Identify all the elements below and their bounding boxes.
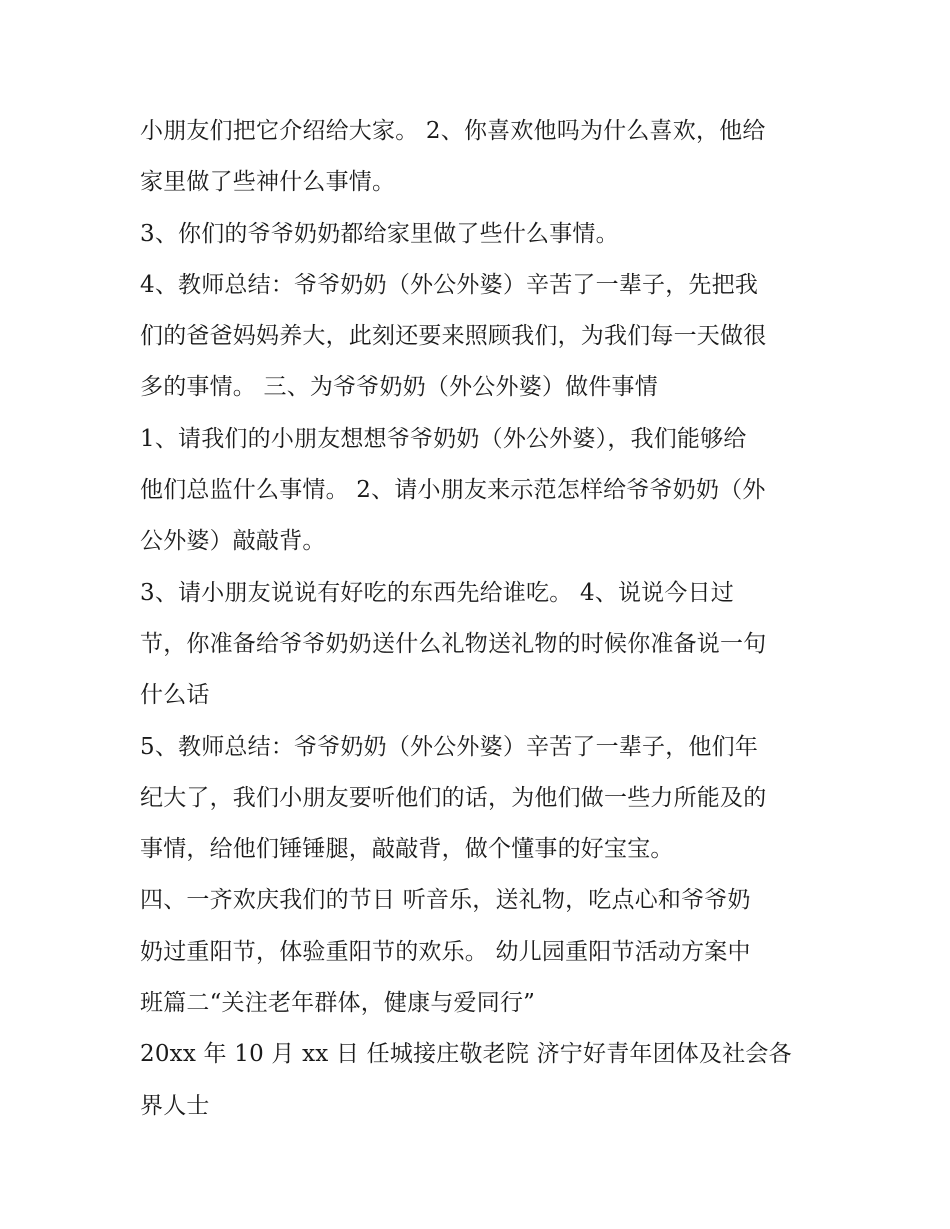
text-line: 3、请小朋友说说有好吃的东西先给谁吃。 4、说说今日过 <box>140 579 734 606</box>
text-line: 他们总监什么事情。 2、请小朋友来示范怎样给爷爷奶奶（外 <box>140 477 766 504</box>
text-line: 20xx 年 10 月 xx 日 任城接庄敬老院 济宁好青年团体及社会各 <box>140 1041 792 1068</box>
text-line: 家里做了些神什么事情。 <box>140 169 396 196</box>
text-line: 班篇二“关注老年群体，健康与爱同行” <box>140 990 536 1017</box>
text-line: 4、教师总结：爷爷奶奶（外公外婆）辛苦了一辈子，先把我 <box>140 271 759 298</box>
text-line: 奶过重阳节，体验重阳节的欢乐。 幼儿园重阳节活动方案中 <box>140 938 751 965</box>
text-line: 多的事情。 三、为爷爷奶奶（外公外婆）做件事情 <box>140 374 658 401</box>
text-line: 节，你准备给爷爷奶奶送什么礼物送礼物的时候你准备说一句 <box>140 630 767 657</box>
document-body <box>140 106 820 1132</box>
text-line: 什么话 <box>140 682 210 709</box>
text-line: 小朋友们把它介绍给大家。 2、你喜欢他吗为什么喜欢，他给 <box>140 118 766 144</box>
text-line: 3、你们的爷爷奶奶都给家里做了些什么事情。 <box>140 220 619 247</box>
text-line: 四、一齐欢庆我们的节日 听音乐，送礼物，吃点心和爷爷奶 <box>140 887 751 914</box>
text-line: 纪大了，我们小朋友要听他们的话，为他们做一些力所能及的 <box>140 784 767 811</box>
text-line: 公外婆）敲敲背。 <box>140 528 326 555</box>
text-line: 界人士 <box>140 1092 210 1119</box>
text-line: 1、请我们的小朋友想想爷爷奶奶（外公外婆），我们能够给 <box>140 425 747 452</box>
text-line: 们的爸爸妈妈养大，此刻还要来照顾我们，为我们每一天做很 <box>140 323 767 350</box>
text-line: 5、教师总结：爷爷奶奶（外公外婆）辛苦了一辈子，他们年 <box>140 733 759 760</box>
text-line: 事情，给他们锤锤腿，敲敲背，做个懂事的好宝宝。 <box>140 836 674 863</box>
